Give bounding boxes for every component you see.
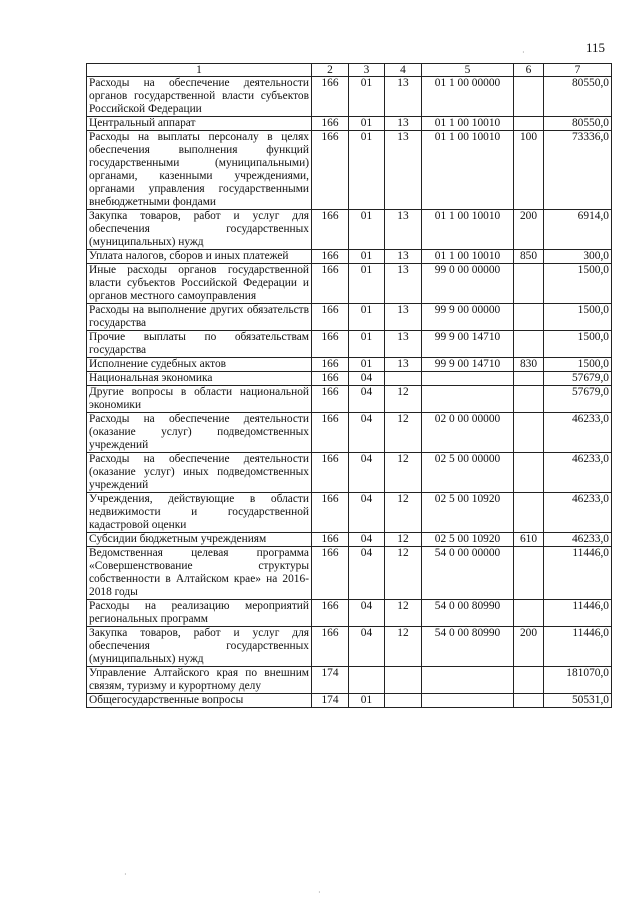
- row-name-cell: Учреждения, действующие в области недвижимости и государственной кадастровой оценки: [87, 493, 312, 533]
- row-value-cell-6: [514, 304, 544, 331]
- row-value-cell-7: 46233,0: [544, 493, 612, 533]
- row-value-cell-6: [514, 331, 544, 358]
- row-value-cell-6: [514, 372, 544, 386]
- row-value-cell-3: 04: [349, 453, 385, 493]
- row-value-cell-5: 99 0 00 00000: [422, 264, 514, 304]
- row-value-cell-6: [514, 493, 544, 533]
- row-value-cell-7: 11446,0: [544, 547, 612, 600]
- row-value-cell-2: 166: [312, 77, 349, 117]
- row-name-cell: Закупка товаров, работ и услуг для обеспечения государственных (муниципальных) нужд: [87, 210, 312, 250]
- row-value-cell-2: 166: [312, 304, 349, 331]
- row-name-cell: Расходы на реализацию мероприятий региональных программ: [87, 600, 312, 627]
- row-value-cell-5: 99 9 00 14710: [422, 331, 514, 358]
- row-value-cell-4: 13: [385, 131, 422, 210]
- row-value-cell-2: 166: [312, 533, 349, 547]
- row-value-cell-4: 12: [385, 600, 422, 627]
- row-value-cell-2: 166: [312, 493, 349, 533]
- budget-table: [86, 63, 612, 708]
- row-value-cell-6: [514, 413, 544, 453]
- row-name-cell: Ведомственная целевая программа «Совершенствование структуры собственности в Алтайском крае» на 2016-2018 годы: [87, 547, 312, 600]
- row-value-cell-3: 01: [349, 304, 385, 331]
- table-row: [87, 358, 612, 372]
- row-value-cell-7: 46233,0: [544, 533, 612, 547]
- row-value-cell-3: 04: [349, 413, 385, 453]
- table-row: [87, 250, 612, 264]
- row-value-cell-3: [349, 667, 385, 694]
- row-value-cell-7: 1500,0: [544, 331, 612, 358]
- row-value-cell-6: [514, 667, 544, 694]
- row-value-cell-7: 73336,0: [544, 131, 612, 210]
- row-value-cell-6: [514, 600, 544, 627]
- row-value-cell-4: 12: [385, 453, 422, 493]
- row-value-cell-2: 166: [312, 453, 349, 493]
- row-value-cell-4: 12: [385, 493, 422, 533]
- header-col-4: 4: [385, 64, 422, 77]
- row-value-cell-3: 01: [349, 77, 385, 117]
- row-value-cell-2: 166: [312, 386, 349, 413]
- table-row: [87, 627, 612, 667]
- row-value-cell-7: 50531,0: [544, 694, 612, 708]
- row-value-cell-5: 02 5 00 10920: [422, 493, 514, 533]
- row-value-cell-6: [514, 547, 544, 600]
- table-row: [87, 372, 612, 386]
- row-value-cell-2: 166: [312, 358, 349, 372]
- row-name-cell: Прочие выплаты по обязательствам государства: [87, 331, 312, 358]
- row-value-cell-5: 01 1 00 10010: [422, 117, 514, 131]
- row-value-cell-7: 57679,0: [544, 372, 612, 386]
- row-value-cell-6: 850: [514, 250, 544, 264]
- table-row: [87, 533, 612, 547]
- row-name-cell: Иные расходы органов государственной власти субъектов Российской Федерации и органов местного самоуправления: [87, 264, 312, 304]
- row-value-cell-4: 12: [385, 627, 422, 667]
- row-value-cell-6: 830: [514, 358, 544, 372]
- row-value-cell-5: [422, 386, 514, 413]
- scan-speck: ·: [318, 888, 321, 897]
- row-value-cell-3: 01: [349, 331, 385, 358]
- table-row: [87, 304, 612, 331]
- row-value-cell-7: 46233,0: [544, 413, 612, 453]
- row-value-cell-7: 46233,0: [544, 453, 612, 493]
- row-value-cell-6: [514, 453, 544, 493]
- row-value-cell-7: 11446,0: [544, 627, 612, 667]
- row-value-cell-2: 174: [312, 694, 349, 708]
- row-value-cell-5: 02 0 00 00000: [422, 413, 514, 453]
- row-value-cell-4: 13: [385, 358, 422, 372]
- row-value-cell-3: 01: [349, 264, 385, 304]
- row-value-cell-4: 13: [385, 117, 422, 131]
- row-value-cell-3: 04: [349, 493, 385, 533]
- table-row: [87, 694, 612, 708]
- row-value-cell-7: 11446,0: [544, 600, 612, 627]
- row-value-cell-6: [514, 77, 544, 117]
- header-col-6: 6: [514, 64, 544, 77]
- row-value-cell-2: 174: [312, 667, 349, 694]
- row-value-cell-7: 181070,0: [544, 667, 612, 694]
- row-value-cell-2: 166: [312, 250, 349, 264]
- header-col-7: 7: [544, 64, 612, 77]
- row-value-cell-5: 02 5 00 00000: [422, 453, 514, 493]
- row-value-cell-3: 01: [349, 117, 385, 131]
- row-value-cell-6: 610: [514, 533, 544, 547]
- row-value-cell-3: 01: [349, 210, 385, 250]
- header-col-1: 1: [87, 64, 312, 77]
- table-row: [87, 331, 612, 358]
- row-value-cell-7: 1500,0: [544, 358, 612, 372]
- row-value-cell-2: 166: [312, 372, 349, 386]
- row-value-cell-7: 80550,0: [544, 77, 612, 117]
- row-value-cell-7: 300,0: [544, 250, 612, 264]
- row-value-cell-3: 01: [349, 358, 385, 372]
- row-value-cell-2: 166: [312, 627, 349, 667]
- row-value-cell-6: [514, 386, 544, 413]
- row-value-cell-7: 80550,0: [544, 117, 612, 131]
- row-value-cell-6: [514, 694, 544, 708]
- row-value-cell-5: 54 0 00 00000: [422, 547, 514, 600]
- row-value-cell-4: 13: [385, 210, 422, 250]
- row-value-cell-5: [422, 667, 514, 694]
- row-value-cell-7: 1500,0: [544, 304, 612, 331]
- row-name-cell: Расходы на выплаты персоналу в целях обеспечения выполнения функций государственными (муниципальными) органами, казенными учреждениями, органами управления государственными внебюджетными фондами: [87, 131, 312, 210]
- row-name-cell: Исполнение судебных актов: [87, 358, 312, 372]
- row-name-cell: Расходы на выполнение других обязательств государства: [87, 304, 312, 331]
- row-value-cell-7: 6914,0: [544, 210, 612, 250]
- header-col-2: 2: [312, 64, 349, 77]
- table-row: [87, 453, 612, 493]
- row-name-cell: Закупка товаров, работ и услуг для обеспечения государственных (муниципальных) нужд: [87, 627, 312, 667]
- row-value-cell-4: 13: [385, 250, 422, 264]
- row-value-cell-5: 02 5 00 10920: [422, 533, 514, 547]
- table-row: [87, 386, 612, 413]
- row-value-cell-5: [422, 694, 514, 708]
- row-value-cell-4: [385, 694, 422, 708]
- table-row: [87, 210, 612, 250]
- row-value-cell-5: 99 9 00 14710: [422, 358, 514, 372]
- row-value-cell-4: 13: [385, 331, 422, 358]
- row-value-cell-2: 166: [312, 600, 349, 627]
- header-col-5: 5: [422, 64, 514, 77]
- row-value-cell-5: 01 1 00 00000: [422, 77, 514, 117]
- row-value-cell-5: [422, 372, 514, 386]
- header-col-3: 3: [349, 64, 385, 77]
- row-value-cell-5: 54 0 00 80990: [422, 600, 514, 627]
- row-value-cell-3: 01: [349, 694, 385, 708]
- table-row: [87, 547, 612, 600]
- row-value-cell-2: 166: [312, 131, 349, 210]
- row-name-cell: Общегосударственные вопросы: [87, 694, 312, 708]
- row-value-cell-3: 04: [349, 386, 385, 413]
- row-value-cell-5: 01 1 00 10010: [422, 131, 514, 210]
- table-row: [87, 117, 612, 131]
- row-value-cell-6: [514, 264, 544, 304]
- table-header-row: [87, 64, 612, 77]
- row-value-cell-4: 12: [385, 533, 422, 547]
- scan-speck: ·: [124, 870, 127, 879]
- row-value-cell-7: 1500,0: [544, 264, 612, 304]
- table-row: [87, 77, 612, 117]
- row-name-cell: Расходы на обеспечение деятельности (оказание услуг) иных подведомственных учреждений: [87, 453, 312, 493]
- row-value-cell-3: 04: [349, 627, 385, 667]
- row-value-cell-4: 12: [385, 413, 422, 453]
- table-row: [87, 413, 612, 453]
- row-value-cell-3: 01: [349, 131, 385, 210]
- row-value-cell-5: 01 1 00 10010: [422, 210, 514, 250]
- row-value-cell-5: 99 9 00 00000: [422, 304, 514, 331]
- row-value-cell-4: 13: [385, 77, 422, 117]
- row-name-cell: Управление Алтайского края по внешним связям, туризму и курортному делу: [87, 667, 312, 694]
- row-value-cell-4: 12: [385, 386, 422, 413]
- row-value-cell-2: 166: [312, 117, 349, 131]
- row-name-cell: Другие вопросы в области национальной экономики: [87, 386, 312, 413]
- row-value-cell-4: 12: [385, 547, 422, 600]
- row-value-cell-2: 166: [312, 210, 349, 250]
- row-name-cell: Субсидии бюджетным учреждениям: [87, 533, 312, 547]
- table-body: [87, 77, 612, 708]
- row-value-cell-2: 166: [312, 331, 349, 358]
- row-value-cell-6: 100: [514, 131, 544, 210]
- scan-speck: ·: [522, 48, 525, 57]
- row-value-cell-3: 04: [349, 533, 385, 547]
- row-name-cell: Уплата налогов, сборов и иных платежей: [87, 250, 312, 264]
- row-value-cell-4: 13: [385, 264, 422, 304]
- table-row: [87, 131, 612, 210]
- row-value-cell-6: [514, 117, 544, 131]
- row-value-cell-4: [385, 667, 422, 694]
- row-value-cell-3: 04: [349, 547, 385, 600]
- row-value-cell-5: 54 0 00 80990: [422, 627, 514, 667]
- table-row: [87, 493, 612, 533]
- row-name-cell: Национальная экономика: [87, 372, 312, 386]
- row-value-cell-2: 166: [312, 547, 349, 600]
- page-number: 115: [586, 40, 606, 55]
- row-value-cell-7: 57679,0: [544, 386, 612, 413]
- table-row: [87, 264, 612, 304]
- row-name-cell: Расходы на обеспечение деятельности органов государственной власти субъектов Российской Федерации: [87, 77, 312, 117]
- row-value-cell-3: 01: [349, 250, 385, 264]
- row-value-cell-4: [385, 372, 422, 386]
- row-value-cell-6: 200: [514, 210, 544, 250]
- row-value-cell-5: 01 1 00 10010: [422, 250, 514, 264]
- table-row: [87, 600, 612, 627]
- row-value-cell-2: 166: [312, 264, 349, 304]
- row-name-cell: Центральный аппарат: [87, 117, 312, 131]
- row-value-cell-6: 200: [514, 627, 544, 667]
- row-value-cell-3: 04: [349, 600, 385, 627]
- row-name-cell: Расходы на обеспечение деятельности (оказание услуг) подведомственных учреждений: [87, 413, 312, 453]
- row-value-cell-3: 04: [349, 372, 385, 386]
- row-value-cell-2: 166: [312, 413, 349, 453]
- table-row: [87, 667, 612, 694]
- row-value-cell-4: 13: [385, 304, 422, 331]
